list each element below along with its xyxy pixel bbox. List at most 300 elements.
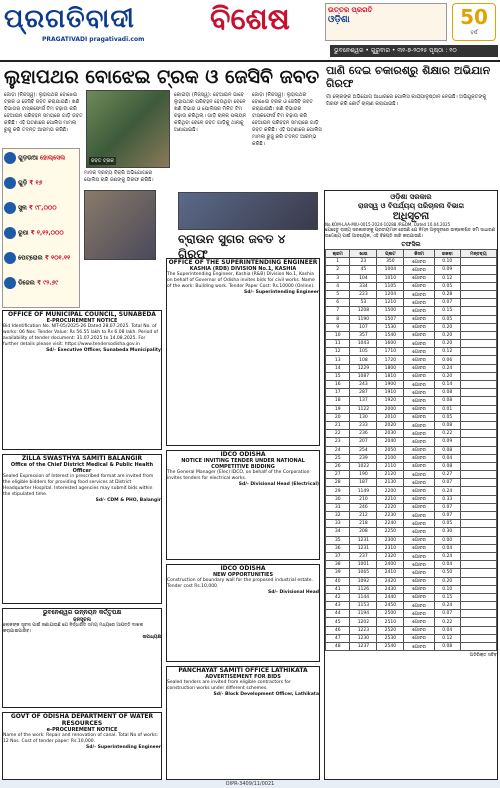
schedule-cell: 0.09 — [434, 266, 460, 274]
schedule-cell: ଗୋଚର — [404, 520, 435, 528]
schedule-cell: ଗୋଚର — [404, 389, 435, 397]
schedule-cell: 2100 — [377, 454, 404, 462]
schedule-row — [326, 430, 497, 438]
masthead-ad-title: ଉତ୍ତର ପ୍ରଗତି — [328, 6, 373, 14]
schedule-cell: 1092 — [350, 577, 377, 585]
notice-sub: E-PROCUREMENT NOTICE — [46, 318, 118, 324]
schedule-cell: 1004 — [377, 266, 404, 274]
schedule-cell: 1208 — [350, 307, 377, 315]
schedule-cell: 36 — [326, 544, 350, 552]
schedule-cell: 0.05 — [434, 520, 460, 528]
schedule-cell: 2310 — [377, 544, 404, 552]
schedule-cell — [460, 266, 496, 274]
schedule-cell: 0.30 — [434, 528, 460, 536]
schedule-cell: 45 — [326, 618, 350, 626]
schedule-cell: 237 — [350, 552, 377, 560]
schedule-row — [326, 438, 497, 446]
schedule-cell: 0.50 — [434, 569, 460, 577]
schedule-cell: 15 — [326, 372, 350, 380]
schedule-cell: 105 — [350, 348, 377, 356]
schedule-cell: 0.20 — [434, 577, 460, 585]
schedule-row — [326, 552, 497, 560]
schedule-cell — [460, 626, 496, 634]
col2-body: କୋଇଡ଼ା (ନିଜସ୍ୱ): ବେଆଇନ ଭାବେ ଲୁହାପଥର ପରିବହନ ହେଉଥିବା ବେଳେ ଖଣି ବିଭାଗ ଓ ପୋଲିସର ମିଳିତ ଟିମ ଚଢ଼ାଉ କରିଥିଲା। ଗାଡ଼ି ଚାଳକ ପଳାୟନ କରିଥିବା ବେଳେ ଜବତ ଗାଡ଼ିକୁ ଥାନାକୁ ଅଣାଯାଇଛି। — [174, 92, 247, 133]
section-title: ବିଶେଷ — [210, 2, 290, 37]
schedule-cell: 32 — [326, 512, 350, 520]
lead-body: ଜୋଡ଼ା (ନିଜସ୍ୱ): ଲୁହାପଥର ବୋଝେଇ ଟ୍ରକ ଓ ଜେସିବି ଜବତ କରାଯାଇଛି। ଖଣି ବିଭାଗର ଟାସ୍କଫୋର୍ସ ଟିମ ଚଢ଼ାଉ କରି ବେଆଇନ ପରିବହନ ସମୟରେ ଗାଡ଼ି ଜବତ କରିଛି। ଏହି ଘଟଣାରେ ପୋଲିସ ମାମଲା ରୁଜୁ କରି ତଦନ୍ତ ଆରମ୍ଭ କରିଛି। — [4, 92, 83, 133]
right-story-body: ଗାଁ ଲୋକଙ୍କ ଅଭିଯୋଗ ଆଧାରରେ ପୋଲିସ କାର୍ଯ୍ୟାନୁଷ୍ଠାନ ନେଇଛି। ଅଭିଯୁକ୍ତଙ୍କୁ ଗିରଫ କରି କୋର୍ଟ ଚାଲାଣ କରାଯାଇଛି। — [326, 94, 487, 107]
schedule-row — [326, 299, 497, 307]
notice-sub: Office of the Chief District Medical & Public Health Officer — [10, 462, 154, 474]
schedule-cell: ଗୋଚର — [404, 602, 435, 610]
schedule-cell: 1153 — [350, 602, 377, 610]
schedule-cell: 1204 — [377, 290, 404, 298]
schedule-table — [325, 249, 497, 651]
schedule-cell: 16 — [326, 381, 350, 389]
schedule-cell — [460, 462, 496, 470]
schedule-cell: 254 — [350, 446, 377, 454]
schedule-cell: 18 — [326, 397, 350, 405]
price-label: ପେଟ୍ରୋଲ — [16, 254, 45, 262]
center-photo — [178, 192, 318, 230]
schedule-row — [326, 503, 497, 511]
notice-idco2 — [166, 564, 320, 662]
schedule-cell: 350 — [377, 258, 404, 266]
schedule-cell — [460, 503, 496, 511]
schedule-cell: 2220 — [377, 503, 404, 511]
schedule-cell: 0.06 — [434, 356, 460, 364]
notice-sign: Sd/- Executive Officer, Sunabeda Municipality — [46, 348, 161, 353]
schedule-cell: 1540 — [377, 331, 404, 339]
schedule-cell: ଗୋଚର — [404, 626, 435, 634]
schedule-row — [326, 331, 497, 339]
schedule-cell: 1010 — [377, 274, 404, 282]
schedule-cell: 210 — [350, 495, 377, 503]
schedule-cell: 1190 — [350, 315, 377, 323]
govt-notice — [324, 190, 498, 780]
schedule-cell: 0.08 — [434, 421, 460, 429]
footer-strip: OIPR-3409/11/0021 — [0, 780, 500, 788]
schedule-row — [326, 372, 497, 380]
commodity-icon — [4, 252, 16, 264]
schedule-column-header: ରକବା — [434, 250, 460, 258]
govt-dept2: ରାଜସ୍ୱ ଓ ବିପର୍ଯ୍ୟୟ ପରିଚାଳନା ବିଭାଗ — [357, 202, 465, 210]
price-item — [4, 227, 64, 239]
masthead-ad — [325, 3, 447, 41]
schedule-cell — [460, 348, 496, 356]
schedule-cell: 2110 — [377, 462, 404, 470]
schedule-cell — [460, 520, 496, 528]
schedule-cell: 0.07 — [434, 503, 460, 511]
schedule-cell: 1149 — [350, 487, 377, 495]
logo-subtitle: PRAGATIVADI pragativadi.com — [42, 36, 145, 43]
schedule-cell: 24 — [326, 446, 350, 454]
schedule-cell: 0.07 — [434, 512, 460, 520]
schedule-row — [326, 258, 497, 266]
schedule-cell: ଗୋଚର — [404, 561, 435, 569]
schedule-cell: 44 — [326, 610, 350, 618]
schedule-cell: 207 — [350, 438, 377, 446]
schedule-cell — [460, 364, 496, 372]
schedule-cell: ଗୋଚର — [404, 552, 435, 560]
masthead-ad-line: ଓଡ଼ିଶା — [328, 15, 350, 25]
schedule-cell: 31 — [326, 503, 350, 511]
schedule-cell: 0.24 — [434, 364, 460, 372]
schedule-cell: 1126 — [350, 585, 377, 593]
schedule-cell: 0.07 — [434, 299, 460, 307]
schedule-cell: 0.12 — [434, 274, 460, 282]
schedule-cell: ଗୋଚର — [404, 397, 435, 405]
schedule-cell: 1122 — [350, 405, 377, 413]
schedule-cell: ଗୋଚର — [404, 348, 435, 356]
schedule-cell: 1231 — [350, 544, 377, 552]
govt-dept: ଓଡ଼ିଶା ସରକାର — [390, 193, 432, 201]
schedule-cell: 1022 — [350, 462, 377, 470]
schedule-cell: 4 — [326, 282, 350, 290]
notice-body: The Superintending Engineer, Kashia (R&B) Division No.1, Kashia on behalf of Governor of Odisha invites bids for civil works. Name of the work: Building work. Tender Paper Cost: Rs.10000 (Online). — [167, 272, 315, 289]
schedule-cell: 2500 — [377, 610, 404, 618]
schedule-cell — [460, 331, 496, 339]
schedule-cell: ଗୋଚର — [404, 503, 435, 511]
schedule-row — [326, 626, 497, 634]
schedule-cell — [460, 282, 496, 290]
schedule-cell: 0.08 — [434, 389, 460, 397]
notice-sub: e-PROCUREMENT NOTICE — [46, 727, 118, 733]
commodity-icon — [4, 227, 16, 239]
notice-sub: NEW OPPORTUNITIES — [212, 572, 274, 578]
schedule-cell: 1910 — [377, 389, 404, 397]
schedule-cell: 2510 — [377, 618, 404, 626]
schedule-cell: 0.00 — [434, 536, 460, 544]
schedule-cell: 1237 — [350, 643, 377, 651]
schedule-cell: ଗୋଚର — [404, 479, 435, 487]
price-item — [4, 252, 70, 264]
anniversary-badge — [452, 3, 496, 41]
commodity-icon — [4, 177, 16, 189]
schedule-cell: ଗୋଚର — [404, 340, 435, 348]
schedule-cell: 9 — [326, 323, 350, 331]
notice-title: OFFICE OF MUNICIPAL COUNCIL, SUNABEDA — [8, 311, 156, 318]
schedule-cell: 1144 — [350, 593, 377, 601]
price-item — [4, 152, 65, 164]
schedule-cell: 19 — [326, 405, 350, 413]
notice-zilla — [2, 454, 162, 604]
schedule-cell: 5 — [326, 290, 350, 298]
schedule-row — [326, 315, 497, 323]
schedule-cell: ଗୋଚର — [404, 274, 435, 282]
schedule-cell: ଗୋଚର — [404, 356, 435, 364]
schedule-cell: 30 — [326, 495, 350, 503]
schedule-cell: ଗୋଚର — [404, 331, 435, 339]
schedule-cell: 7 — [326, 307, 350, 315]
schedule-cell: 2530 — [377, 634, 404, 642]
schedule-cell: 2450 — [377, 602, 404, 610]
schedule-cell: 1202 — [350, 618, 377, 626]
lead-photo — [86, 90, 170, 168]
notice-super — [166, 258, 320, 446]
schedule-row — [326, 348, 497, 356]
schedule-cell: 2040 — [377, 438, 404, 446]
schedule-row — [326, 536, 497, 544]
schedule-cell: ଗୋଚର — [404, 528, 435, 536]
schedule-cell: ଗୋଚର — [404, 421, 435, 429]
schedule-row — [326, 462, 497, 470]
schedule-cell: 1600 — [377, 340, 404, 348]
schedule-cell: 218 — [350, 520, 377, 528]
schedule-cell: ଗୋଚର — [404, 258, 435, 266]
schedule-row — [326, 610, 497, 618]
schedule-cell: ଗୋଚର — [404, 462, 435, 470]
price-label: ସୁନା — [16, 204, 29, 212]
schedule-cell: 1087 — [350, 372, 377, 380]
schedule-cell: 3 — [326, 274, 350, 282]
schedule-cell: 137 — [350, 397, 377, 405]
schedule-cell — [460, 307, 496, 315]
schedule-cell: ଗୋଚର — [404, 266, 435, 274]
schedule-cell: 42 — [326, 593, 350, 601]
schedule-cell — [460, 340, 496, 348]
schedule-cell: 0.22 — [434, 430, 460, 438]
schedule-cell: 0.07 — [434, 610, 460, 618]
notice-title: ଭୁବନେଶ୍ୱର ଉନ୍ନୟନ କର୍ତ୍ତୃପକ୍ଷ — [42, 609, 122, 616]
schedule-row — [326, 364, 497, 372]
schedule-cell: ଗୋଚର — [404, 405, 435, 413]
schedule-cell: ଗୋଚର — [404, 430, 435, 438]
notice-title: OFFICE OF THE SUPERINTENDING ENGINEER — [168, 259, 318, 266]
schedule-cell: 0.20 — [434, 340, 460, 348]
lead-photo-caption: ଜବତ ଟ୍ରକ — [91, 158, 114, 164]
schedule-row — [326, 618, 497, 626]
masthead — [0, 0, 500, 62]
price-value: ₹ ୯୨.୬୯ — [37, 279, 59, 287]
schedule-cell: 0.33 — [434, 495, 460, 503]
notice-body: ଲୋକଙ୍କ ସୂଚନା ପାଇଁ ଜଣାଯାଉଛି ଯେ ନିର୍ଦ୍ଧାରିତ ସମୟ ମଧ୍ୟରେ ଆପତ୍ତି ଦାଖଲ କରାଯାଇପାରିବ। — [3, 623, 144, 634]
anniversary-sub: ବର୍ଷ — [470, 30, 478, 36]
right-story-headline: ପାଣି ଦେଇ ଚକାରଶ୍ରୁ ଶିକ୍ଷାର ଅଭିଯାନ ଗିରଫ — [326, 64, 491, 90]
schedule-cell — [460, 585, 496, 593]
price-value: ₹ ୧,୧୨,୦୦୦ — [30, 229, 64, 237]
schedule-column-header: କିସମ — [404, 250, 435, 258]
notice-sub: ADVERTISEMENT FOR BIDS — [205, 674, 281, 680]
price-value: ₹ ୧୦୧.୧୧ — [44, 254, 71, 262]
schedule-cell: 287 — [350, 389, 377, 397]
schedule-cell: 0.10 — [434, 258, 460, 266]
schedule-cell — [460, 381, 496, 389]
schedule-cell: 23 — [326, 438, 350, 446]
schedule-cell: 1231 — [350, 536, 377, 544]
schedule-cell — [460, 405, 496, 413]
center-story-headline: ବ୍ରାଉନ ସୁଗର ଜବତ ୪ ଗିରଫ — [178, 232, 286, 261]
schedule-cell: 187 — [350, 479, 377, 487]
schedule-cell: 334 — [350, 282, 377, 290]
schedule-cell: ଗୋଚର — [404, 585, 435, 593]
schedule-body — [326, 258, 497, 651]
schedule-cell: 22 — [326, 430, 350, 438]
schedule-row — [326, 454, 497, 462]
schedule-cell: 2250 — [377, 528, 404, 536]
notice-title: IDCO ODISHA — [220, 451, 266, 458]
schedule-row — [326, 520, 497, 528]
schedule-cell: 48 — [326, 643, 350, 651]
schedule-cell: ଗୋଚର — [404, 487, 435, 495]
schedule-cell: 0.08 — [434, 462, 460, 470]
schedule-cell — [460, 643, 496, 651]
schedule-cell: 0.14 — [434, 381, 460, 389]
notice-body: Bid Identification No. NIT-05/2025-26 Dated 28.07.2025. Total No. of works: 06 Nos. Tender Value: Rs 56.55 lakh to Rs 6.08 lakh. Period of availability of tender document: 31.07.2025 to 14.08.2025. For further details please visit: https://www.tendersodisha.gov.in — [3, 324, 159, 347]
schedule-cell: 0.07 — [434, 479, 460, 487]
schedule-cell: 0.05 — [434, 282, 460, 290]
schedule-cell: ଗୋଚର — [404, 577, 435, 585]
schedule-cell: 1229 — [350, 364, 377, 372]
schedule-cell: 2430 — [377, 585, 404, 593]
schedule-row — [326, 397, 497, 405]
notice-title: IDCO ODISHA — [220, 565, 266, 572]
notice-sign: Sd/- Block Development Officer, Lathikata — [213, 692, 319, 697]
schedule-cell: ଗୋଚର — [404, 364, 435, 372]
schedule-cell: 2300 — [377, 536, 404, 544]
schedule-cell: ଗୋଚର — [404, 323, 435, 331]
schedule-cell: 0.08 — [434, 643, 460, 651]
schedule-cell: 212 — [350, 512, 377, 520]
schedule-cell: ଗୋଚର — [404, 610, 435, 618]
schedule-row — [326, 471, 497, 479]
schedule-row — [326, 569, 497, 577]
schedule-column-header: ଖାତା — [350, 250, 377, 258]
schedule-cell: 2440 — [377, 593, 404, 601]
newspaper-logo: ପ୍ରଗତିବାଦୀ — [4, 4, 135, 34]
schedule-cell: 2130 — [377, 479, 404, 487]
schedule-cell: 2520 — [377, 626, 404, 634]
schedule-cell — [460, 290, 496, 298]
schedule-row — [326, 528, 497, 536]
schedule-cell: ଗୋଚର — [404, 536, 435, 544]
schedule-cell: 39 — [326, 569, 350, 577]
commodity-icon — [4, 277, 16, 289]
schedule-cell: 1065 — [350, 569, 377, 577]
schedule-cell: ଗୋଚର — [404, 446, 435, 454]
govt-sign: ଅତିରିକ୍ତ ସଚିବ — [469, 653, 497, 659]
schedule-cell — [460, 413, 496, 421]
schedule-row — [326, 512, 497, 520]
schedule-cell: 0.04 — [434, 544, 460, 552]
notice-title: PANCHAYAT SAMITI OFFICE LATHIKATA — [178, 667, 308, 674]
schedule-cell: 11 — [326, 340, 350, 348]
schedule-cell: 2240 — [377, 520, 404, 528]
schedule-row — [326, 389, 497, 397]
schedule-cell: ଗୋଚର — [404, 299, 435, 307]
schedule-cell — [460, 372, 496, 380]
schedule-cell — [460, 487, 496, 495]
schedule-cell: ଗୋଚର — [404, 618, 435, 626]
schedule-cell: 1230 — [350, 634, 377, 642]
schedule-cell: 239 — [350, 454, 377, 462]
schedule-cell: 2000 — [377, 405, 404, 413]
schedule-cell — [460, 299, 496, 307]
schedule-row — [326, 307, 497, 315]
schedule-cell: 1043 — [350, 340, 377, 348]
schedule-cell: 1900 — [377, 381, 404, 389]
price-value: ₹ ୧୬ — [29, 179, 43, 187]
schedule-row — [326, 323, 497, 331]
schedule-row — [326, 413, 497, 421]
schedule-cell: 1920 — [377, 397, 404, 405]
schedule-cell: 2120 — [377, 471, 404, 479]
govt-notice-ref: No.KOM-LAA-MIU-0015-2024-10288 /R&DM, Dated 10.04.2025 — [325, 222, 451, 227]
schedule-column-header: ମନ୍ତବ୍ୟ — [460, 250, 496, 258]
schedule-cell: ଗୋଚର — [404, 544, 435, 552]
notice-body: Sealed tenders are invited from eligible contractors for construction works under different schemes. — [167, 680, 291, 691]
schedule-cell: 0.15 — [434, 593, 460, 601]
schedule-cell: 1710 — [377, 348, 404, 356]
schedule-cell — [460, 471, 496, 479]
commodity-icon — [4, 202, 16, 214]
schedule-cell: 25 — [326, 454, 350, 462]
schedule-cell: 0.08 — [434, 446, 460, 454]
schedule-cell — [460, 577, 496, 585]
schedule-cell: 45 — [350, 266, 377, 274]
schedule-row — [326, 274, 497, 282]
schedule-cell: 1 — [326, 258, 350, 266]
schedule-cell — [460, 438, 496, 446]
schedule-cell — [460, 536, 496, 544]
schedule-cell: 46 — [326, 626, 350, 634]
notice-panchayat — [166, 666, 320, 780]
schedule-cell: 0.05 — [434, 413, 460, 421]
schedule-cell: 13 — [326, 356, 350, 364]
schedule-row — [326, 421, 497, 429]
schedule-cell: 2400 — [377, 561, 404, 569]
schedule-cell — [460, 397, 496, 405]
schedule-cell: 1194 — [350, 610, 377, 618]
schedule-cell — [460, 561, 496, 569]
schedule-cell — [460, 512, 496, 520]
notice-sign: Sd/- Divisional Head — [267, 590, 319, 595]
schedule-cell — [460, 495, 496, 503]
schedule-cell: 2030 — [377, 430, 404, 438]
schedule-cell: 2420 — [377, 577, 404, 585]
schedule-row — [326, 282, 497, 290]
dateline: ଭୁବନେଶ୍ୱର • ଗୁରୁବାର • ୩୧-୭-୨୦୨୫ ପୃଷ୍ଠା : ୧୦ — [330, 45, 498, 57]
schedule-cell: 12 — [326, 348, 350, 356]
schedule-cell: 0.24 — [434, 552, 460, 560]
schedule-cell: 0.24 — [434, 602, 460, 610]
schedule-cell: ଗୋଚର — [404, 593, 435, 601]
notice-body: The General Manager (Elec) IDCO, on behalf of the Corporation invites tenders for electrical works. — [167, 470, 310, 481]
notice-sign: Sd/- Superintending Engineer — [86, 745, 161, 750]
schedule-cell: 208 — [350, 528, 377, 536]
schedule-cell: 1001 — [350, 561, 377, 569]
govt-schedule-title: ତଫସିଲ — [401, 241, 421, 248]
schedule-cell: 28 — [326, 479, 350, 487]
schedule-cell: 0.12 — [434, 634, 460, 642]
schedule-row — [326, 577, 497, 585]
notice-water — [2, 712, 162, 780]
schedule-cell: 17 — [326, 389, 350, 397]
schedule-cell: 1500 — [377, 307, 404, 315]
schedule-cell: 37 — [326, 552, 350, 560]
schedule-cell — [460, 430, 496, 438]
schedule-cell — [460, 274, 496, 282]
schedule-cell: 357 — [350, 331, 377, 339]
govt-notice-title: ଅଧିସୂଚନା — [392, 211, 430, 222]
schedule-cell: ଗୋଚର — [404, 438, 435, 446]
schedule-column-header: ପ୍ଲଟ — [377, 250, 404, 258]
govt-notice-para: ଯେହେତୁ ରାଜ୍ୟ ସରକାରଙ୍କୁ ପ୍ରତୀୟମାନ ହେଉଛି ଯେ ନିମ୍ନ ଅନୁସୂଚୀରେ ଉଲ୍ଲେଖିତ ଜମି ସାଧାରଣ ଉଦ୍ଦେଶ୍ୟ ପାଇଁ ଆବଶ୍ୟକ, ଏହି ବିଜ୍ଞପ୍ତି ଜାରି କରାଯାଉଛି। — [325, 228, 496, 239]
schedule-cell: 1800 — [377, 364, 404, 372]
notice-sunabeda — [2, 310, 162, 450]
schedule-cell — [460, 421, 496, 429]
schedule-cell — [460, 356, 496, 364]
